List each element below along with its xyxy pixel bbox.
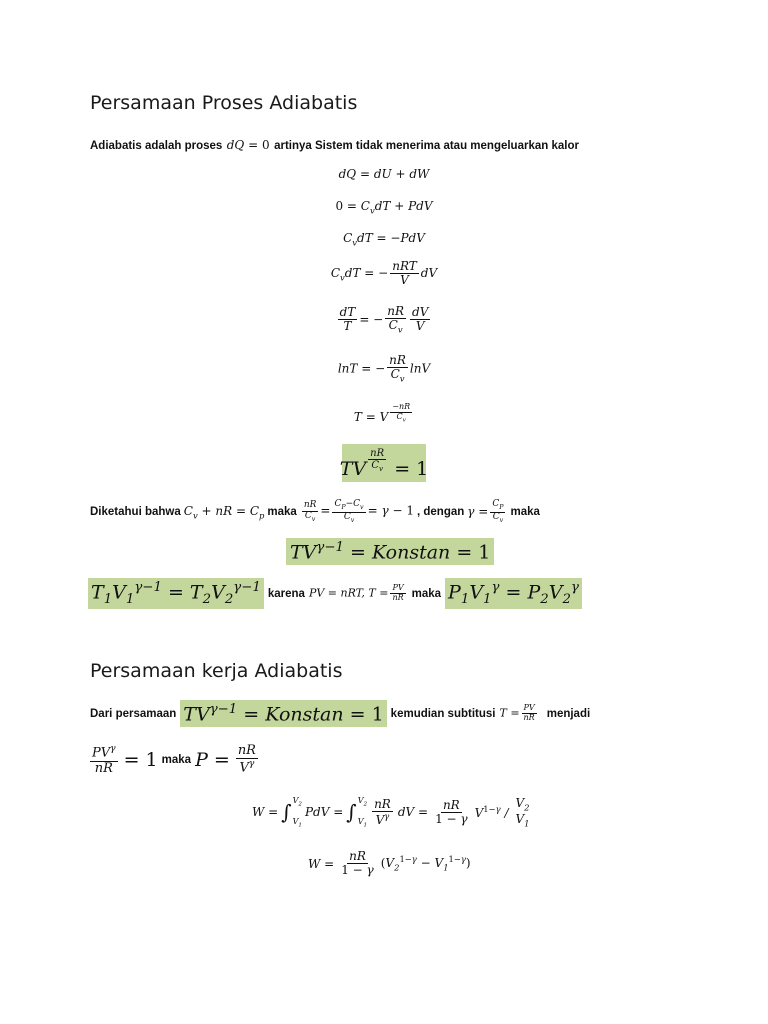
intro-line	[90, 136, 579, 154]
given-math-cp: $C_v$ + nR = $C_p$	[183, 504, 265, 521]
equation-exponential: T = V $^{\frac{-nR}{C_v}}$	[353, 402, 411, 424]
karena-label: karena	[267, 587, 305, 600]
equation-ideal-gas-sub: $C_vdT$ = − $\frac{\text{nRT}}{V}$ dV	[330, 259, 438, 288]
final-relation-line	[88, 578, 582, 609]
intro-suffix: artinya Sistem tidak menerima atau mengeluarkan kalor	[274, 140, 579, 152]
given-prefix: Diketahui bahwa	[90, 506, 181, 519]
integral-sign: ∫	[346, 800, 357, 825]
given-math-gamma-minus-1: $\frac{nR}{C_v}$ = $\frac{C_P-C_v}{C_v}$ = γ − 1	[303, 499, 414, 524]
intro-prefix: Adiabatis adalah proses	[90, 140, 223, 152]
nr-over-v-gamma: $\frac{nR}{V^\gamma}$	[237, 743, 256, 776]
pressure-line	[88, 744, 260, 776]
section2-intro-line	[90, 700, 590, 727]
maka-label: maka	[411, 587, 442, 600]
equation-first-law: dQ = dU + dW	[338, 167, 430, 181]
equation-separated: $\frac{dT}{T}$ = − $\frac{nR}{C_v}$ $\frac{dV}{V}$	[339, 304, 429, 335]
equation-work-integral: W = ∫ $V_2$ $V_1$ PdV = ∫ $V_2$ $V_1$ $\frac{nR}{V^\gamma}$ dV = $\frac{nR}{1 - \gamma}$ $V^{1-\gamma}$ / $V_2$ $V_1$	[252, 796, 530, 829]
section2-intro-prefix: Dari persamaan	[90, 707, 177, 720]
equation-cvdt: $C_vdT = -PdV$	[343, 231, 425, 248]
given-math-gamma-def: γ = $\frac{C_P}{C_v}$	[467, 499, 504, 524]
highlighted-equation-tv-relation: $T_1V_1^{\gamma-1} = T_2V_2^{\gamma-1}$	[88, 578, 264, 609]
integral-sign: ∫	[281, 800, 292, 825]
section2-substitution-math: T = $\frac{PV}{nR}$	[499, 703, 535, 723]
section2-intro-suffix: menjadi	[546, 707, 591, 720]
section2-intro-middle: kemudian subtitusi	[390, 707, 496, 720]
section-title-adiabatic-process: Persamaan Proses Adiabatis	[90, 92, 358, 114]
given-line	[90, 500, 540, 524]
ideal-gas-math: PV = nRT, T = $\frac{PV}{nR}$	[308, 583, 404, 603]
highlighted-equation-pv-relation: $P_1V_1^\gamma = P_2V_2^\gamma$	[445, 578, 582, 609]
pressure-math: P =	[195, 748, 230, 771]
equation-energy-balance: $0 = C_vdT$ + PdV	[335, 199, 433, 216]
section-title-adiabatic-work: Persamaan kerja Adiabatis	[90, 660, 343, 682]
pv-gamma-fraction: $\frac{PV^\gamma}{nR}$	[92, 744, 116, 776]
intro-math: dQ = 0	[226, 138, 270, 152]
pressure-maka: maka	[161, 753, 192, 766]
equation-work-final: W = $\frac{nR}{1 - \gamma}$ $(V_2^{1-\gamma} - V_1^{1-\gamma})$	[308, 849, 471, 878]
highlighted-equation-konstan: $TV^{\gamma-1}$ = Konstan = 1	[286, 538, 494, 565]
given-dengan: , dengan	[417, 506, 465, 519]
given-maka-1: maka	[267, 506, 297, 519]
highlighted-equation-tv-1: TV $^{\frac{nR}{C_v}}$ = 1	[342, 444, 426, 482]
equals-one: = 1	[123, 748, 158, 771]
equation-log: lnT = − $\frac{nR}{C_v}$ lnV	[337, 353, 431, 384]
given-maka-2: maka	[510, 506, 540, 519]
highlighted-equation-konstan-2: $TV^{\gamma-1}$ = Konstan = 1	[180, 700, 386, 727]
